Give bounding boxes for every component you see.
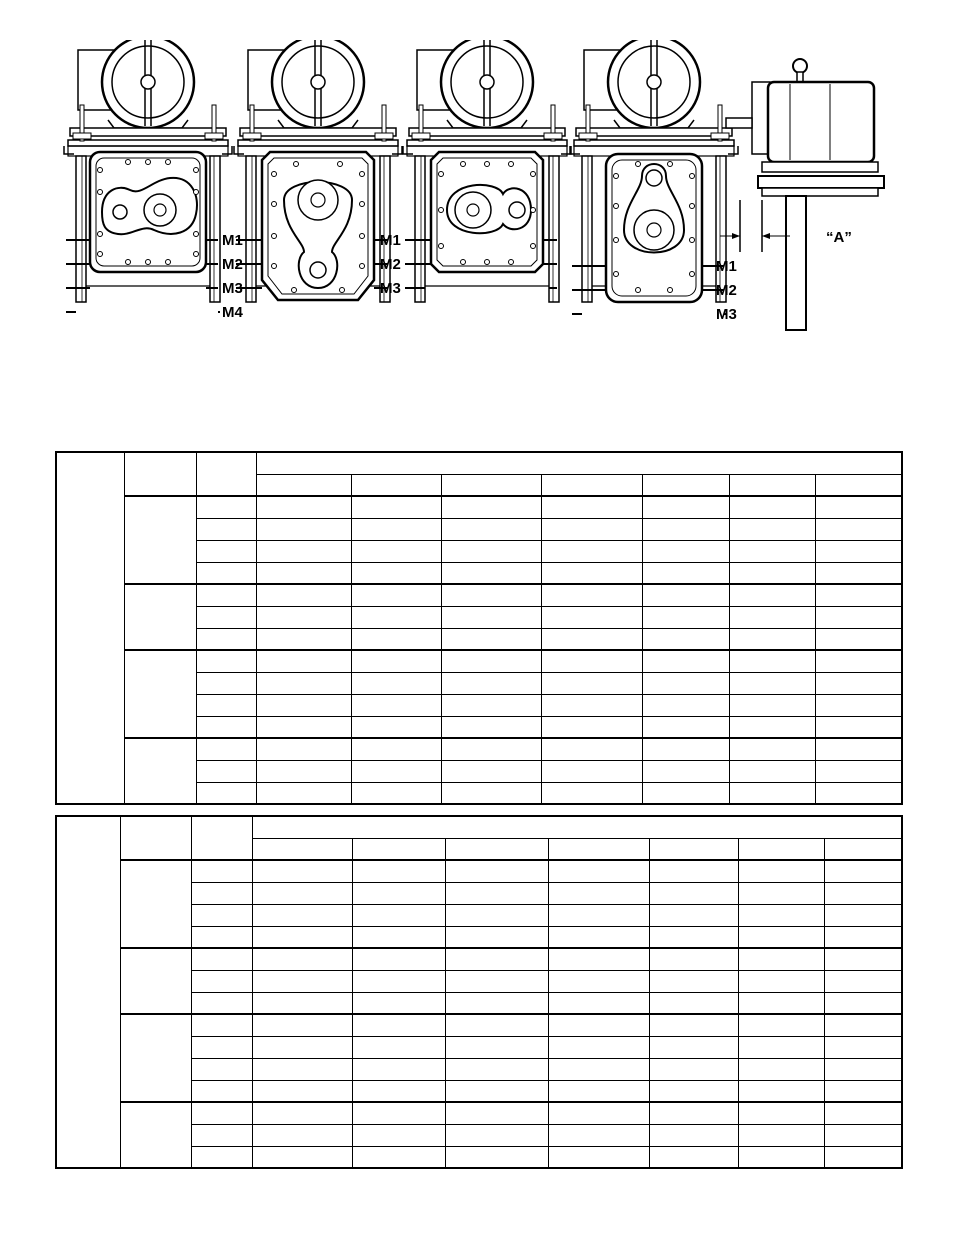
table-cell	[815, 628, 902, 650]
table-cell	[441, 782, 541, 804]
table-cell	[738, 1146, 824, 1168]
table-cell	[352, 1014, 445, 1036]
table-cell	[541, 694, 642, 716]
table-cell	[252, 1124, 352, 1146]
table-cell	[351, 540, 441, 562]
table-cell	[729, 518, 815, 540]
table-cell	[352, 970, 445, 992]
table-cell	[548, 1146, 649, 1168]
layout-4-labels	[716, 258, 737, 323]
table-cell	[649, 948, 738, 970]
table-cell	[649, 1124, 738, 1146]
table-cell	[191, 926, 252, 948]
table-cell	[642, 584, 729, 606]
table-cell	[191, 904, 252, 926]
table-cell	[252, 970, 352, 992]
table-cell	[351, 782, 441, 804]
table-cell	[824, 1036, 902, 1058]
table-cell	[445, 1080, 548, 1102]
table-cell	[649, 970, 738, 992]
table-cell	[541, 628, 642, 650]
table-cell	[642, 650, 729, 672]
table-header-cell	[815, 474, 902, 496]
table-cell	[824, 970, 902, 992]
table-cell	[729, 738, 815, 760]
table-cell	[824, 992, 902, 1014]
table-cell	[252, 1146, 352, 1168]
table-cell	[729, 540, 815, 562]
table-cell	[541, 738, 642, 760]
table-cell	[642, 782, 729, 804]
table-cell	[642, 738, 729, 760]
table-cell	[548, 1102, 649, 1124]
table-cell	[729, 782, 815, 804]
table-group-cell	[124, 650, 196, 738]
table-cell	[256, 672, 351, 694]
table-cell	[738, 1124, 824, 1146]
table-cell	[252, 904, 352, 926]
table-cell	[191, 970, 252, 992]
layout-1-label-m3: M3	[222, 280, 243, 297]
table-cell	[352, 882, 445, 904]
layout-4-label-m1: M1	[716, 258, 737, 275]
table-cell	[649, 1080, 738, 1102]
table-cell	[824, 882, 902, 904]
table-cell	[729, 716, 815, 738]
table-cell	[548, 948, 649, 970]
table-cell	[445, 948, 548, 970]
table-cell	[441, 562, 541, 584]
table-cell	[541, 518, 642, 540]
table-cell	[256, 606, 351, 628]
table-cell	[351, 518, 441, 540]
table-cell	[252, 948, 352, 970]
table-cell	[441, 738, 541, 760]
table-cell	[824, 1102, 902, 1124]
table-cell	[351, 694, 441, 716]
table-cell	[352, 1124, 445, 1146]
table-cell	[815, 650, 902, 672]
table-cell	[196, 650, 256, 672]
table-row	[56, 496, 902, 518]
table-cell	[351, 496, 441, 518]
table-cell	[351, 562, 441, 584]
table-cell	[445, 1014, 548, 1036]
table-cell	[548, 1080, 649, 1102]
table-cell	[548, 904, 649, 926]
table-cell	[738, 1058, 824, 1080]
table-cell	[738, 860, 824, 882]
table-cell	[824, 1014, 902, 1036]
table-cell	[642, 540, 729, 562]
table-cell	[352, 1036, 445, 1058]
table-cell	[548, 860, 649, 882]
data-table-2	[55, 815, 903, 1169]
table-cell	[351, 650, 441, 672]
table-cell	[196, 672, 256, 694]
table-cell	[649, 860, 738, 882]
table-row	[56, 948, 902, 970]
table-cell	[445, 1058, 548, 1080]
table-cell	[351, 584, 441, 606]
table-cell	[541, 496, 642, 518]
table-header-cell	[252, 816, 902, 838]
table-cell	[649, 1014, 738, 1036]
table-cell	[191, 992, 252, 1014]
table-cell	[548, 992, 649, 1014]
table-cell	[252, 1102, 352, 1124]
table-cell	[351, 672, 441, 694]
table-cell	[815, 782, 902, 804]
table-cell	[352, 904, 445, 926]
table-cell	[191, 860, 252, 882]
table-cell	[441, 540, 541, 562]
table-cell	[824, 1146, 902, 1168]
table-cell	[642, 694, 729, 716]
layout-1-label-m1: M1	[222, 232, 243, 249]
table-cell	[548, 970, 649, 992]
table-cell	[191, 1036, 252, 1058]
table-cell	[445, 970, 548, 992]
table-cell	[352, 992, 445, 1014]
table-cell	[256, 650, 351, 672]
table-group-cell	[124, 496, 196, 584]
table-cell	[256, 496, 351, 518]
table-cell	[351, 738, 441, 760]
table-cell	[256, 562, 351, 584]
table-header-cell	[120, 816, 191, 860]
table-header-cell	[56, 452, 124, 804]
table-cell	[738, 992, 824, 1014]
table-cell	[541, 716, 642, 738]
table-cell	[191, 1058, 252, 1080]
table-cell	[441, 650, 541, 672]
table-cell	[252, 1036, 352, 1058]
layout-1-labels	[222, 232, 243, 321]
table-header-cell	[191, 816, 252, 860]
table-cell	[541, 760, 642, 782]
table-cell	[191, 1080, 252, 1102]
layout-4-label-m2: M2	[716, 282, 737, 299]
table-cell	[824, 948, 902, 970]
table-cell	[815, 760, 902, 782]
table-cell	[191, 1102, 252, 1124]
table-cell	[548, 1014, 649, 1036]
table-header-cell	[256, 452, 902, 474]
table-cell	[441, 628, 541, 650]
table-header-cell	[548, 838, 649, 860]
table-cell	[352, 1146, 445, 1168]
table-cell	[256, 716, 351, 738]
table-cell	[815, 738, 902, 760]
table-cell	[649, 1058, 738, 1080]
table-cell	[738, 948, 824, 970]
table-cell	[649, 1146, 738, 1168]
table-cell	[196, 760, 256, 782]
layout-2-drawing	[234, 40, 402, 302]
table-cell	[256, 760, 351, 782]
table-group-cell	[124, 584, 196, 650]
table-cell	[441, 760, 541, 782]
table-cell	[441, 672, 541, 694]
table-cell	[738, 904, 824, 926]
table-header-cell	[445, 838, 548, 860]
table-cell	[445, 1146, 548, 1168]
table-cell	[196, 738, 256, 760]
table-cell	[642, 518, 729, 540]
table-cell	[815, 562, 902, 584]
table-cell	[351, 760, 441, 782]
table-cell	[252, 1058, 352, 1080]
table-cell	[441, 716, 541, 738]
table-cell	[548, 926, 649, 948]
table-cell	[729, 496, 815, 518]
table-cell	[642, 716, 729, 738]
table-cell	[649, 926, 738, 948]
table-cell	[256, 628, 351, 650]
table-cell	[252, 1080, 352, 1102]
table-header-cell	[729, 474, 815, 496]
table-cell	[541, 672, 642, 694]
table-cell	[541, 782, 642, 804]
table-cell	[256, 540, 351, 562]
table-cell	[196, 628, 256, 650]
table-cell	[352, 1102, 445, 1124]
table-cell	[649, 1102, 738, 1124]
side-view-label: “A”	[826, 229, 852, 246]
table-header-cell	[124, 452, 196, 496]
table-cell	[252, 992, 352, 1014]
table-cell	[191, 1014, 252, 1036]
table-header-cell	[252, 838, 352, 860]
layout-2-label-m1: M1	[380, 232, 401, 249]
table-cell	[738, 1036, 824, 1058]
table-cell	[441, 694, 541, 716]
table-cell	[196, 606, 256, 628]
table-cell	[815, 584, 902, 606]
table-header-cell	[738, 838, 824, 860]
table-header-cell	[824, 838, 902, 860]
table-cell	[824, 1080, 902, 1102]
table-group-cell	[120, 1102, 191, 1168]
table-header-cell	[256, 474, 351, 496]
table-cell	[824, 926, 902, 948]
table-cell	[441, 606, 541, 628]
layout-2-label-m2: M2	[380, 256, 401, 273]
table-cell	[729, 760, 815, 782]
table-cell	[352, 1058, 445, 1080]
table-cell	[548, 1124, 649, 1146]
table-cell	[352, 926, 445, 948]
table-cell	[729, 672, 815, 694]
table-cell	[191, 1146, 252, 1168]
layout-3-drawing	[403, 40, 571, 302]
table-cell	[351, 628, 441, 650]
table-cell	[548, 882, 649, 904]
table-row	[56, 860, 902, 882]
table-cell	[445, 904, 548, 926]
table-cell	[445, 926, 548, 948]
side-view-drawing	[720, 59, 884, 330]
table-cell	[738, 1014, 824, 1036]
table-cell	[252, 1014, 352, 1036]
table-cell	[196, 716, 256, 738]
table-cell	[352, 860, 445, 882]
table-cell	[445, 860, 548, 882]
data-table-1	[55, 451, 903, 805]
table-cell	[824, 904, 902, 926]
table-cell	[541, 606, 642, 628]
table-cell	[642, 496, 729, 518]
layout-2-label-m3: M3	[380, 280, 401, 297]
layout-1-drawing	[64, 40, 232, 312]
table-group-cell	[120, 860, 191, 948]
table-cell	[824, 1058, 902, 1080]
table-cell	[445, 992, 548, 1014]
table-group-cell	[120, 948, 191, 1014]
table-cell	[256, 518, 351, 540]
table-cell	[729, 628, 815, 650]
layout-1-label-m2: M2	[222, 256, 243, 273]
table-row	[56, 1014, 902, 1036]
table-cell	[729, 650, 815, 672]
table-cell	[738, 1102, 824, 1124]
table-row	[56, 584, 902, 606]
table-cell	[196, 562, 256, 584]
table-cell	[352, 948, 445, 970]
table-header-cell	[441, 474, 541, 496]
table-cell	[191, 948, 252, 970]
table-cell	[196, 496, 256, 518]
table-cell	[649, 992, 738, 1014]
table-header-cell	[56, 816, 120, 1168]
table-cell	[729, 562, 815, 584]
table-cell	[191, 1124, 252, 1146]
table-cell	[738, 970, 824, 992]
table-cell	[642, 672, 729, 694]
table-cell	[738, 926, 824, 948]
layout-4-drawing	[570, 40, 738, 314]
table-header-cell	[649, 838, 738, 860]
table-cell	[824, 1124, 902, 1146]
table-cell	[191, 882, 252, 904]
table-header-cell	[196, 452, 256, 496]
table-cell	[642, 562, 729, 584]
table-cell	[815, 540, 902, 562]
table-row	[56, 738, 902, 760]
table-cell	[445, 882, 548, 904]
table-cell	[738, 882, 824, 904]
table-cell	[815, 672, 902, 694]
table-cell	[441, 584, 541, 606]
table-cell	[196, 694, 256, 716]
table-cell	[738, 1080, 824, 1102]
table-cell	[196, 584, 256, 606]
table-cell	[815, 518, 902, 540]
table-cell	[541, 650, 642, 672]
table-cell	[196, 540, 256, 562]
table-cell	[815, 716, 902, 738]
table-cell	[642, 628, 729, 650]
table-cell	[351, 716, 441, 738]
table-cell	[649, 882, 738, 904]
table-cell	[256, 584, 351, 606]
table-cell	[196, 782, 256, 804]
table-cell	[352, 1080, 445, 1102]
table-cell	[729, 694, 815, 716]
table-cell	[252, 882, 352, 904]
layout-2-labels	[380, 232, 401, 297]
table-cell	[196, 518, 256, 540]
table-header-cell	[642, 474, 729, 496]
table-cell	[815, 694, 902, 716]
table-cell	[541, 584, 642, 606]
table-cell	[445, 1102, 548, 1124]
table-row	[56, 1102, 902, 1124]
table-cell	[642, 760, 729, 782]
table-cell	[441, 518, 541, 540]
table-cell	[445, 1124, 548, 1146]
table-header-cell	[352, 838, 445, 860]
table-header-cell	[351, 474, 441, 496]
table-cell	[729, 606, 815, 628]
table-cell	[642, 606, 729, 628]
table-cell	[252, 860, 352, 882]
table-group-cell	[120, 1014, 191, 1102]
table-cell	[351, 606, 441, 628]
table-cell	[541, 540, 642, 562]
table-header-cell	[541, 474, 642, 496]
table-cell	[815, 606, 902, 628]
table-cell	[441, 496, 541, 518]
table-cell	[256, 738, 351, 760]
table-cell	[649, 904, 738, 926]
table-cell	[541, 562, 642, 584]
table-cell	[815, 496, 902, 518]
gear-reducer-mounting-drawings	[0, 40, 954, 350]
table-cell	[548, 1058, 649, 1080]
table-cell	[824, 860, 902, 882]
layout-4-label-m3: M3	[716, 306, 737, 323]
table-row	[56, 650, 902, 672]
table-cell	[548, 1036, 649, 1058]
table-cell	[256, 694, 351, 716]
table-cell	[252, 926, 352, 948]
table-cell	[445, 1036, 548, 1058]
table-group-cell	[124, 738, 196, 804]
table-cell	[649, 1036, 738, 1058]
table-cell	[729, 584, 815, 606]
layout-1-label-m4: M4	[222, 304, 243, 321]
table-cell	[256, 782, 351, 804]
